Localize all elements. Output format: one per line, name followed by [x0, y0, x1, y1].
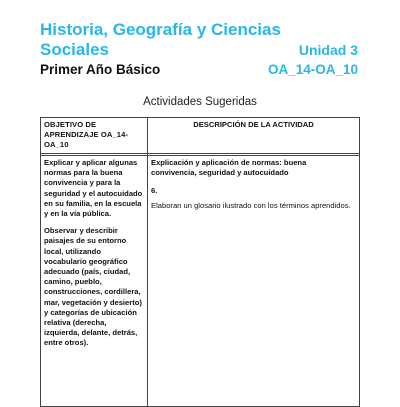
document-header — [40, 20, 360, 79]
objective-1: Explicar y aplicar algunas normas para la buena convivencia y para la seguridad y el autocuidado en su familia, en la escuela y en la vía pública. — [44, 158, 143, 219]
activity-description: Elaboran un glosario ilustrado con los términos aprendidos. — [151, 200, 351, 210]
subject-title-line2-row — [40, 40, 360, 60]
activities-table — [40, 117, 360, 407]
activity-heading: Explicación y aplicación de normas: buena convivencia, seguridad y autocuidado — [151, 158, 307, 178]
section-title: Actividades Sugeridas — [143, 96, 257, 108]
activity-cell — [151, 158, 351, 211]
objective-column-header: OBJETIVO DE APRENDIZAJE OA_14-OA_10 — [44, 120, 129, 149]
level-row — [40, 61, 360, 79]
unit-label: Unidad 3 — [298, 42, 358, 58]
subject-title-line2: Sociales — [40, 40, 109, 59]
header-divider — [41, 153, 359, 154]
grade-level: Primer Año Básico — [40, 62, 161, 77]
objective-codes: OA_14-OA_10 — [267, 62, 358, 77]
objective-2: Observar y describir paisajes de su entorno local, utilizando vocabulario geográfico adecuado (país, ciudad, camino, pueblo, construcciones, cordillera, mar, vegetación y desierto) y categorías de ubicación relativa (derecha, izquierda, delante, detrás, entre otros). — [44, 226, 142, 348]
activity-number: 6. — [151, 186, 158, 196]
description-column-header: DESCRIPCIÓN DE LA ACTIVIDAD — [193, 120, 314, 129]
objectives-cell — [44, 158, 144, 356]
header-divider-double — [41, 155, 359, 156]
subject-title-line1: Historia, Geografía y Ciencias — [40, 20, 281, 39]
column-divider — [147, 118, 148, 406]
